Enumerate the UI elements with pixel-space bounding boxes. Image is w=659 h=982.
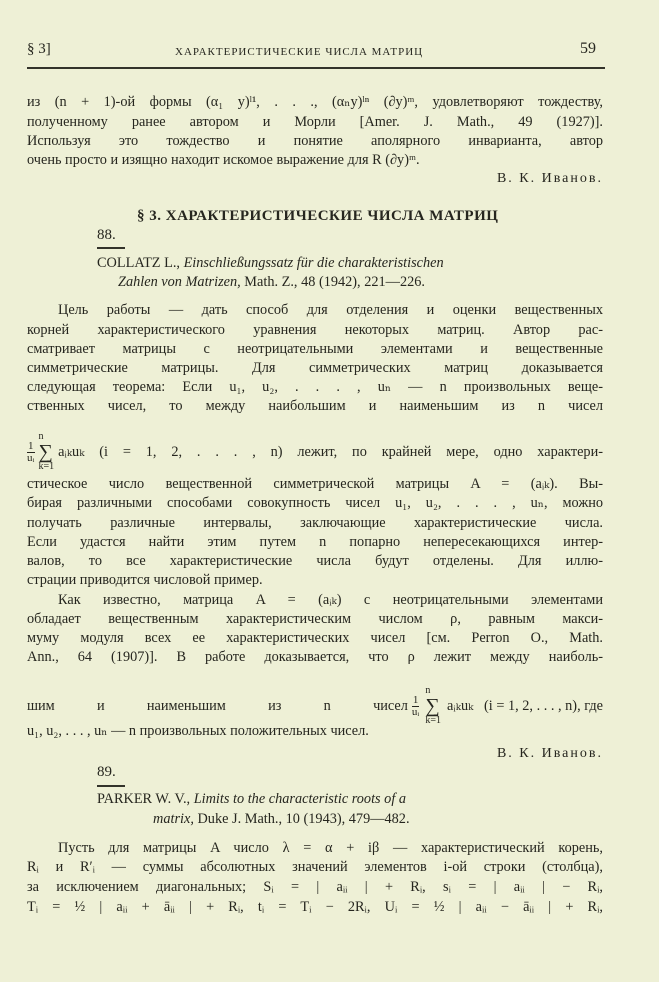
summation [425,686,441,726]
sigma-symbol: ∑ [425,695,440,717]
sigma-symbol: ∑ [38,441,53,463]
entry-number: 88. [97,227,116,243]
text-line: u₁, u₂, . . . , uₙ — n произвольных положительных чисел. [27,723,369,739]
text-line: сматривает матрицы с неотрицательными элементами и вещественные [27,341,603,357]
header-title: ХАРАКТЕРИСТИЧЕСКИЕ ЧИСЛА МАТРИЦ [175,46,424,58]
text-line: корней характеристического уравнения некоторых матриц. Автор рас- [27,322,603,338]
fraction [27,441,35,464]
text-line: валов, то все характеристические числа будут отделены. Для иллю- [27,553,603,569]
text-line: симметрические матрицы. Для симметрических матриц доказывается [27,360,603,376]
ref-title: Einschließungssatz für die charakteristischen [183,255,444,271]
formula-prefix: шим и наименьшим из n чисел [27,698,408,714]
sum-lower: k=1 [425,715,442,726]
text-line: Цель работы — дать способ для отделения и оценки вещественных [58,302,603,318]
ref-source: Duke J. Math., 10 (1943), 479—482. [193,811,410,827]
text-line: Ann., 64 (1907)]. В работе доказывается, что ρ лежит между наиболь- [27,649,603,665]
sum-lower: k=1 [38,461,55,472]
reviewer-signature: В. К. Иванов. [496,746,603,761]
formula-rest: aᵢₖuₖ (i = 1, 2, . . . , n) лежит, по крайней мере, одно характери- [58,444,603,460]
header-rule [27,67,605,69]
ref-title: Limits to the characteristic roots of a [193,791,407,807]
section-heading: § 3. ХАРАКТЕРИСТИЧЕСКИЕ ЧИСЛА МАТРИЦ [137,208,499,224]
sum-upper: n [38,431,44,442]
header-section: § 3] [27,41,51,57]
text-line: получать различные интервалы, заключающие характеристические числа. [27,515,603,531]
text-line: очень просто и изящно находит искомое выражение для R (∂y)ᵐ. [27,152,420,168]
formula-line [27,432,603,472]
numerator: 1 [412,693,419,706]
text-line: обладает вещественным характеристическим числом ρ, равным макси- [27,611,603,627]
denominator: uᵢ [411,705,420,718]
formula-rest: aᵢₖuₖ (i = 1, 2, . . . , n), где [447,698,603,714]
text-line: ственных чисел, то между наибольшим и наименьшим из n чисел [27,398,603,414]
text-line: Если удастся найти этим путем n попарно непересекающихся интер- [27,534,603,550]
text-line: бирая различными способами совокупность чисел u₁, u₂, . . . , uₙ, можно [27,495,603,511]
text-line: за исключением диагональных; Sᵢ = | aᵢᵢ | + Rᵢ, sᵢ = | aᵢᵢ | − Rᵢ, [27,879,603,895]
numerator: 1 [28,439,34,452]
reviewer-signature: В. К. Иванов. [496,171,603,186]
text-line: Как известно, матрица A = (aᵢₖ) с неотрицательными элементами [58,592,603,608]
entry-number-rule [97,247,125,249]
text-line: полученному ранее автором и Морли [Amer. J. Math., 49 (1927)]. [27,114,603,130]
fraction [412,695,420,718]
ref-title: Zahlen von Matrizen, [118,274,241,290]
text-line: страции приводится числовой пример. [27,572,263,588]
formula-line [27,686,603,726]
page-number: 59 [580,40,596,57]
summation [39,432,55,472]
text-line: Пусть для матрицы A число λ = α + iβ — характеристический корень, [58,840,603,856]
text-line: Tᵢ = ½ | aᵢᵢ + āᵢᵢ | + Rᵢ, tᵢ = Tᵢ − 2Rᵢ, Uᵢ = ½ | aᵢᵢ − āᵢᵢ | + Rᵢ, [27,899,603,915]
text-line: стическое число вещественной симметрической матрицы A = (aᵢₖ). Вы- [27,476,603,492]
text-line: из (n + 1)-ой формы (α₁ y)ˡ¹, . . ., (αₙy)ˡⁿ (∂y)ᵐ, удовлетворяют тождеству, [27,94,603,110]
ref-source: Math. Z., 48 (1942), 221—226. [240,274,425,290]
ref-title: matrix, [153,811,194,827]
text-line: муму модуля всех ее характеристических чисел [см. Perron O., Math. [27,630,603,646]
sum-upper: n [425,685,431,696]
ref-author: PARKER W. V., [97,791,194,807]
denominator: uᵢ [27,451,35,464]
reference-line-1 [97,255,444,272]
ref-author: COLLATZ L., [97,255,184,271]
entry-number: 89. [97,764,116,780]
text-line: следующая теорема: Если u₁, u₂, . . . , uₙ — n произвольных веще- [27,379,603,395]
reference-line-2 [118,274,425,291]
text-line: Rᵢ и R′ᵢ — суммы абсолютных значений элементов i-ой строки (столбца), [27,859,603,875]
reference-line-2 [153,811,410,828]
text-line: Используя это тождество и понятие аполярного инварианта, автор [27,133,603,149]
entry-number-rule [97,785,125,787]
reference-line-1 [97,791,406,808]
